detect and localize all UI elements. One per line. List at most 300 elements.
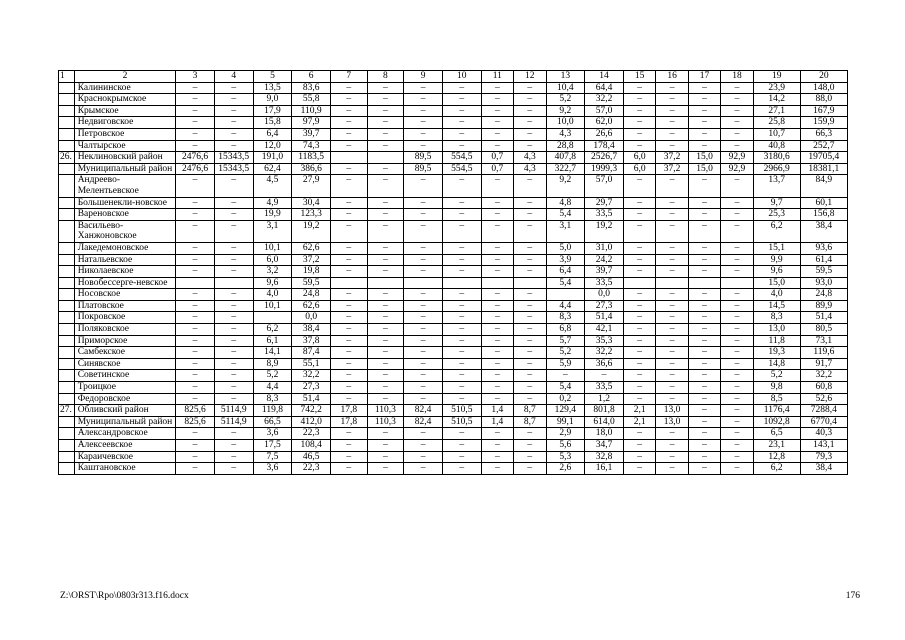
value-cell: 110,9 [292,105,331,117]
table-header-row [59,71,848,83]
value-cell: – [688,451,720,463]
row-number-cell [59,440,75,452]
value-cell: 31,0 [585,242,624,254]
value-cell: – [367,140,404,152]
value-cell: 5,2 [546,94,585,106]
row-number-cell [59,163,75,175]
territory-name-cell: Каштановское [74,463,176,475]
value-cell: 801,8 [585,405,624,417]
value-cell: 32,2 [292,370,331,382]
value-cell: – [656,393,688,405]
value-cell: – [214,370,253,382]
value-cell: 4,5 [253,175,292,197]
value-cell: – [656,197,688,209]
value-cell: 6,1 [253,335,292,347]
value-cell: – [514,289,546,301]
territory-name-cell: Крымское [74,105,176,117]
value-cell: – [367,463,404,475]
value-cell: 13,0 [656,416,688,428]
value-cell: 825,6 [176,416,215,428]
value-cell: 92,9 [721,152,753,164]
row-number-cell [59,220,75,242]
value-cell: – [404,175,443,197]
value-cell: – [721,209,753,221]
value-cell: – [176,324,215,336]
value-cell: 4,3 [546,128,585,140]
value-cell: – [721,266,753,278]
value-cell: – [688,128,720,140]
value-cell: – [514,300,546,312]
value-cell: 5,9 [546,358,585,370]
value-cell: – [688,324,720,336]
value-cell: 19 [753,71,800,83]
value-cell: – [442,266,481,278]
value-cell: – [514,209,546,221]
value-cell: 407,8 [546,152,585,164]
value-cell: 19,9 [253,209,292,221]
value-cell: – [721,254,753,266]
value-cell: 4,9 [253,197,292,209]
table-row [59,347,848,359]
value-cell: 35,3 [585,335,624,347]
value-cell: – [514,117,546,129]
value-cell: 46,5 [292,451,331,463]
row-number-cell [59,324,75,336]
value-cell: – [656,242,688,254]
value-cell: – [176,300,215,312]
value-cell: 0,0 [292,312,331,324]
value-cell: 3 [176,71,215,83]
value-cell: – [214,220,253,242]
table-row [59,428,848,440]
page-number: 176 [845,591,860,601]
value-cell: – [176,289,215,301]
value-cell: 614,0 [585,416,624,428]
value-cell [546,289,585,301]
value-cell: 110,3 [367,405,404,417]
value-cell: – [623,451,655,463]
value-cell: – [623,289,655,301]
territory-name-cell: Троицкое [74,382,176,394]
value-cell: – [214,393,253,405]
value-cell: 6,4 [253,128,292,140]
table-row [59,266,848,278]
territory-name-cell: Носовское [74,289,176,301]
row-number-cell [59,451,75,463]
value-cell: 6,2 [753,220,800,242]
value-cell: 2476,6 [176,163,215,175]
row-number-cell [59,209,75,221]
value-cell: 19705,4 [800,152,847,164]
value-cell: 2966,9 [753,163,800,175]
value-cell: – [514,358,546,370]
value-cell: – [176,347,215,359]
value-cell: 2,1 [623,416,655,428]
value-cell: 62,6 [292,242,331,254]
value-cell: 119,8 [253,405,292,417]
value-cell: 5114,9 [214,416,253,428]
value-cell: – [367,128,404,140]
value-cell: – [442,300,481,312]
value-cell: 4,4 [546,300,585,312]
table-row [59,289,848,301]
value-cell: – [656,463,688,475]
value-cell: – [214,428,253,440]
value-cell: 15,0 [688,152,720,164]
value-cell: 10,7 [753,128,800,140]
value-cell: – [623,300,655,312]
value-cell: – [656,358,688,370]
value-cell: – [331,300,368,312]
value-cell: 119,6 [800,347,847,359]
value-cell: – [623,358,655,370]
value-cell: 6 [292,71,331,83]
value-cell: 1,2 [585,393,624,405]
value-cell: – [688,209,720,221]
value-cell: – [214,117,253,129]
value-cell: – [656,82,688,94]
value-cell: – [721,324,753,336]
value-cell: 2526,7 [585,152,624,164]
value-cell: – [656,289,688,301]
value-cell: – [623,440,655,452]
value-cell: – [721,382,753,394]
value-cell: 5,2 [546,347,585,359]
value-cell: – [721,128,753,140]
value-cell: – [176,175,215,197]
table-row [59,416,848,428]
value-cell: – [721,312,753,324]
value-cell: – [514,254,546,266]
value-cell: 8,3 [753,312,800,324]
value-cell: – [656,140,688,152]
value-cell: 386,6 [292,163,331,175]
value-cell: 5,0 [546,242,585,254]
value-cell: 18,0 [585,428,624,440]
value-cell: 40,8 [753,140,800,152]
value-cell: – [481,266,513,278]
value-cell: – [514,335,546,347]
value-cell: – [481,370,513,382]
value-cell: 62,6 [292,300,331,312]
value-cell: 23,9 [753,82,800,94]
value-cell: 32,8 [585,451,624,463]
value-cell: – [214,324,253,336]
table-row [59,105,848,117]
value-cell: – [331,463,368,475]
value-cell: – [442,105,481,117]
value-cell: – [214,347,253,359]
value-cell: – [481,128,513,140]
value-cell: 38,4 [800,463,847,475]
value-cell: – [688,463,720,475]
value-cell: 3,1 [253,220,292,242]
value-cell: – [481,312,513,324]
value-cell: – [688,428,720,440]
value-cell: – [331,324,368,336]
value-cell: – [514,128,546,140]
value-cell [331,152,368,164]
value-cell: – [214,451,253,463]
value-cell: 25,3 [753,209,800,221]
value-cell: – [404,347,443,359]
value-cell: 5,4 [546,209,585,221]
value-cell: – [176,140,215,152]
value-cell: 30,4 [292,197,331,209]
value-cell: 8,7 [514,405,546,417]
value-cell: 19,2 [292,220,331,242]
value-cell: – [688,105,720,117]
value-cell: – [721,300,753,312]
value-cell: 3,1 [546,220,585,242]
value-cell: 412,0 [292,416,331,428]
row-number-cell: 1 [59,71,75,83]
value-cell: – [176,220,215,242]
value-cell: – [721,175,753,197]
value-cell: – [331,370,368,382]
value-cell: 25,8 [753,117,800,129]
territory-name-cell: Покровское [74,312,176,324]
value-cell: – [721,335,753,347]
value-cell: – [367,324,404,336]
value-cell: – [656,300,688,312]
value-cell: – [442,254,481,266]
row-number-cell [59,370,75,382]
value-cell: 51,4 [585,312,624,324]
value-cell: 39,7 [292,128,331,140]
table-row [59,358,848,370]
value-cell: – [623,266,655,278]
value-cell: – [514,382,546,394]
value-cell: 252,7 [800,140,847,152]
row-number-cell [59,358,75,370]
value-cell: – [442,94,481,106]
value-cell: – [404,140,443,152]
value-cell: – [367,440,404,452]
territory-name-cell: Обливский район [74,405,176,417]
value-cell: 27,9 [292,175,331,197]
value-cell: 3,6 [253,463,292,475]
value-cell: 6,4 [546,266,585,278]
value-cell: – [367,266,404,278]
value-cell: – [331,128,368,140]
territory-name-cell: Большенекли-новское [74,197,176,209]
row-number-cell [59,463,75,475]
value-cell: 148,0 [800,82,847,94]
value-cell: – [176,117,215,129]
value-cell: – [623,140,655,152]
value-cell: – [688,416,720,428]
table-row [59,300,848,312]
row-number-cell [59,242,75,254]
value-cell: 4,4 [253,382,292,394]
territory-name-cell: Новобессерге-невское [74,277,176,289]
value-cell: – [331,209,368,221]
value-cell: – [442,117,481,129]
value-cell: – [367,242,404,254]
value-cell: – [404,128,443,140]
value-cell: 10,4 [546,82,585,94]
value-cell: 15,8 [253,117,292,129]
value-cell: 52,6 [800,393,847,405]
value-cell: – [331,82,368,94]
value-cell: – [404,393,443,405]
value-cell [688,277,720,289]
value-cell: 8 [367,71,404,83]
value-cell: 60,1 [800,197,847,209]
territory-name-cell: Федоровское [74,393,176,405]
value-cell: 62,0 [585,117,624,129]
value-cell: 13,0 [656,405,688,417]
value-cell: – [688,82,720,94]
value-cell: – [656,440,688,452]
value-cell: – [442,428,481,440]
territory-name-cell: Натальевское [74,254,176,266]
table-row [59,463,848,475]
value-cell: – [481,335,513,347]
value-cell: 2,6 [546,463,585,475]
value-cell: – [721,140,753,152]
value-cell: 93,0 [800,277,847,289]
value-cell: – [514,94,546,106]
value-cell: – [331,266,368,278]
table-row [59,197,848,209]
value-cell: – [331,105,368,117]
value-cell: – [688,370,720,382]
value-cell: – [514,197,546,209]
value-cell: – [721,451,753,463]
value-cell: – [481,289,513,301]
value-cell: 24,8 [800,289,847,301]
value-cell: – [442,220,481,242]
territory-name-cell: Калининское [74,82,176,94]
value-cell: 14,8 [753,358,800,370]
value-cell: – [442,358,481,370]
value-cell: 20 [800,71,847,83]
value-cell: 14,2 [753,94,800,106]
value-cell: 27,1 [753,105,800,117]
table-row [59,335,848,347]
value-cell [214,277,253,289]
value-cell: – [331,335,368,347]
value-cell: – [214,175,253,197]
value-cell: 9,8 [753,382,800,394]
territory-name-cell: Александровское [74,428,176,440]
value-cell: – [404,358,443,370]
value-cell: 87,4 [292,347,331,359]
territory-name-cell: Чалтырское [74,140,176,152]
value-cell: 742,2 [292,405,331,417]
territory-name-cell: Платовское [74,300,176,312]
value-cell: – [656,220,688,242]
value-cell: 33,5 [585,209,624,221]
document-path: Z:\ORST\Rpo\0803r313.f16.docx [60,591,189,601]
table-row [59,117,848,129]
value-cell: – [367,289,404,301]
value-cell: 5,2 [753,370,800,382]
value-cell: – [331,358,368,370]
row-number-cell [59,254,75,266]
value-cell: – [331,254,368,266]
value-cell: 17,8 [331,416,368,428]
value-cell: 59,5 [800,266,847,278]
row-number-cell [59,393,75,405]
value-cell: – [481,382,513,394]
value-cell [404,277,443,289]
value-cell: – [656,105,688,117]
value-cell: – [331,175,368,197]
value-cell: – [404,94,443,106]
value-cell: 5,2 [253,370,292,382]
value-cell: 7,5 [253,451,292,463]
table-row [59,254,848,266]
value-cell: 13,5 [253,82,292,94]
territory-name-cell: Краснокрымское [74,94,176,106]
territory-name-cell: Андреево-Мелентьевское [74,175,176,197]
value-cell: – [721,82,753,94]
value-cell: 55,1 [292,358,331,370]
table-row [59,382,848,394]
value-cell: – [721,105,753,117]
value-cell: – [688,300,720,312]
value-cell: – [481,242,513,254]
row-number-cell [59,416,75,428]
value-cell: – [367,393,404,405]
value-cell: – [367,451,404,463]
value-cell: 0,7 [481,163,513,175]
value-cell: 3,2 [253,266,292,278]
value-cell: – [442,242,481,254]
value-cell: – [442,335,481,347]
value-cell: 64,4 [585,82,624,94]
value-cell: – [404,254,443,266]
table-row [59,393,848,405]
value-cell: – [688,266,720,278]
value-cell: – [481,209,513,221]
value-cell: 82,4 [404,405,443,417]
row-number-cell [59,266,75,278]
value-cell: – [214,209,253,221]
value-cell: 91,7 [800,358,847,370]
value-cell: – [176,82,215,94]
value-cell: – [688,117,720,129]
value-cell [253,312,292,324]
value-cell: 13 [546,71,585,83]
value-cell: 9,7 [753,197,800,209]
value-cell: – [214,312,253,324]
value-cell: 37,8 [292,335,331,347]
value-cell: – [481,220,513,242]
value-cell: 88,0 [800,94,847,106]
value-cell: 4,3 [514,163,546,175]
value-cell: 14,5 [753,300,800,312]
value-cell: 24,8 [292,289,331,301]
value-cell: – [331,428,368,440]
value-cell: 8,3 [253,393,292,405]
value-cell: – [481,94,513,106]
value-cell: – [176,105,215,117]
value-cell: – [623,220,655,242]
row-number-cell [59,289,75,301]
value-cell: 24,2 [585,254,624,266]
value-cell: – [721,220,753,242]
value-cell: 19,3 [753,347,800,359]
value-cell: – [176,242,215,254]
table-row [59,440,848,452]
value-cell: 2,9 [546,428,585,440]
value-cell: – [367,335,404,347]
value-cell: 108,4 [292,440,331,452]
